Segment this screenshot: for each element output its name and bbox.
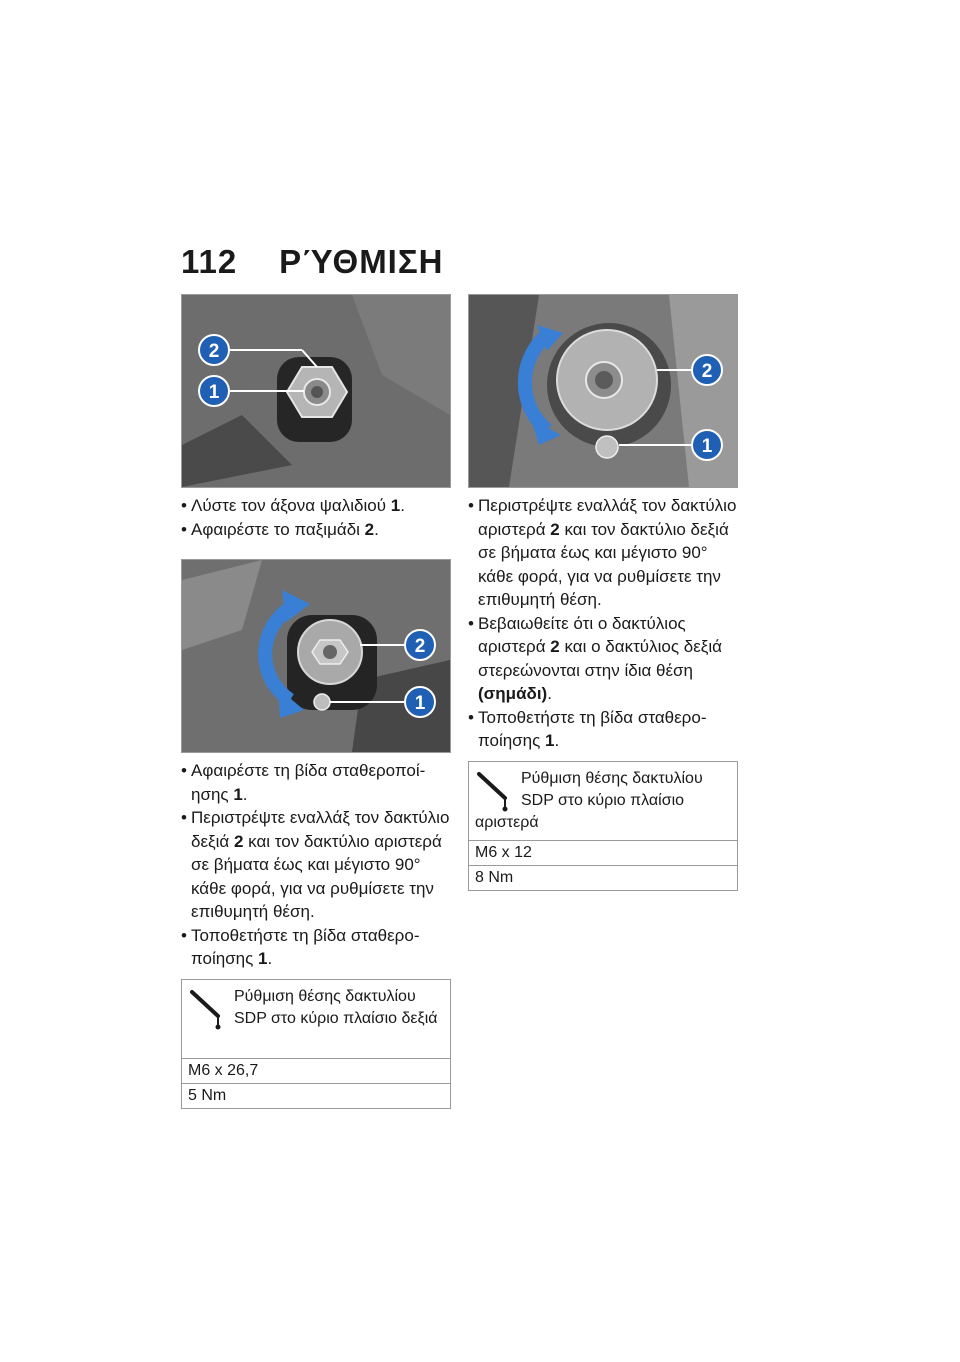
photo-ring-right	[181, 559, 451, 753]
steps-list-2	[181, 759, 451, 971]
photo-illustration	[469, 295, 737, 487]
torque-spec-table	[468, 761, 738, 891]
list-item: • Αφαιρέστε το παξιμάδι 2.	[181, 518, 451, 542]
photo-illustration	[182, 560, 450, 752]
photo-nut-removal	[181, 294, 451, 488]
spec-row-torque: 5 Nm	[188, 1086, 227, 1104]
callout-1: 1	[208, 382, 220, 403]
left-column	[181, 294, 451, 1109]
list-item: • Περιστρέψτε εναλλάξ τον δακτύλιο αριστερά 2 και τον δακτύλιο δεξιά σε βήματα έως και μέγιστο 90° κάθε φορά, για να ρυθμίσετε την επιθυμητή θέση.	[468, 494, 738, 612]
spec-row-torque: 8 Nm	[475, 868, 514, 886]
page-header	[181, 243, 444, 281]
callout-1: 1	[701, 436, 713, 457]
list-item: • Λύστε τον άξονα ψαλιδιού 1.	[181, 494, 451, 518]
spec-row-thread: M6 x 26,7	[182, 1059, 450, 1084]
torque-spec-table	[181, 979, 451, 1109]
right-column	[468, 294, 738, 891]
spec-header	[469, 762, 737, 841]
photo-ring-left	[468, 294, 738, 488]
callout-2: 2	[701, 361, 713, 382]
photo-illustration	[182, 295, 450, 487]
list-item: • Περιστρέψτε εναλλάξ τον δακτύλιο δεξιά 2 και τον δακτύλιο αριστερά σε βήματα έως και μέγιστο 90° κάθε φορά, για να ρυθμίσετε την επιθυμητή θέση.	[181, 806, 451, 924]
spec-title: Ρύθμιση θέσης δακτυλίου SDP στο κύριο πλαίσιο αριστερά	[475, 769, 703, 831]
steps-list-3	[468, 494, 738, 753]
page-number: 112	[181, 243, 238, 280]
callout-2: 2	[208, 341, 220, 362]
list-item: • Τοποθετήστε τη βίδα σταθεροποίησης 1.	[181, 924, 451, 971]
callout-1: 1	[414, 693, 426, 714]
page-title: ΡΎΘΜΙΣΗ	[279, 243, 444, 280]
list-item: • Βεβαιωθείτε ότι ο δακτύλιος αριστερά 2 και ο δακτύλιος δεξιά στερεώνονται στην ίδια θέση (σημάδι).	[468, 612, 738, 706]
list-item: • Αφαιρέστε τη βίδα σταθεροποίησης 1.	[181, 759, 451, 806]
torque-wrench-icon	[475, 768, 517, 812]
list-item: • Τοποθετήστε τη βίδα σταθεροποίησης 1.	[468, 706, 738, 753]
spec-header	[182, 980, 450, 1059]
spec-row-thread: M6 x 12	[469, 841, 737, 866]
callout-2: 2	[414, 636, 426, 657]
steps-list-1	[181, 494, 451, 541]
torque-wrench-icon	[188, 986, 230, 1030]
spec-title: Ρύθμιση θέσης δακτυλίου SDP στο κύριο πλαίσιο δεξιά	[234, 987, 438, 1027]
